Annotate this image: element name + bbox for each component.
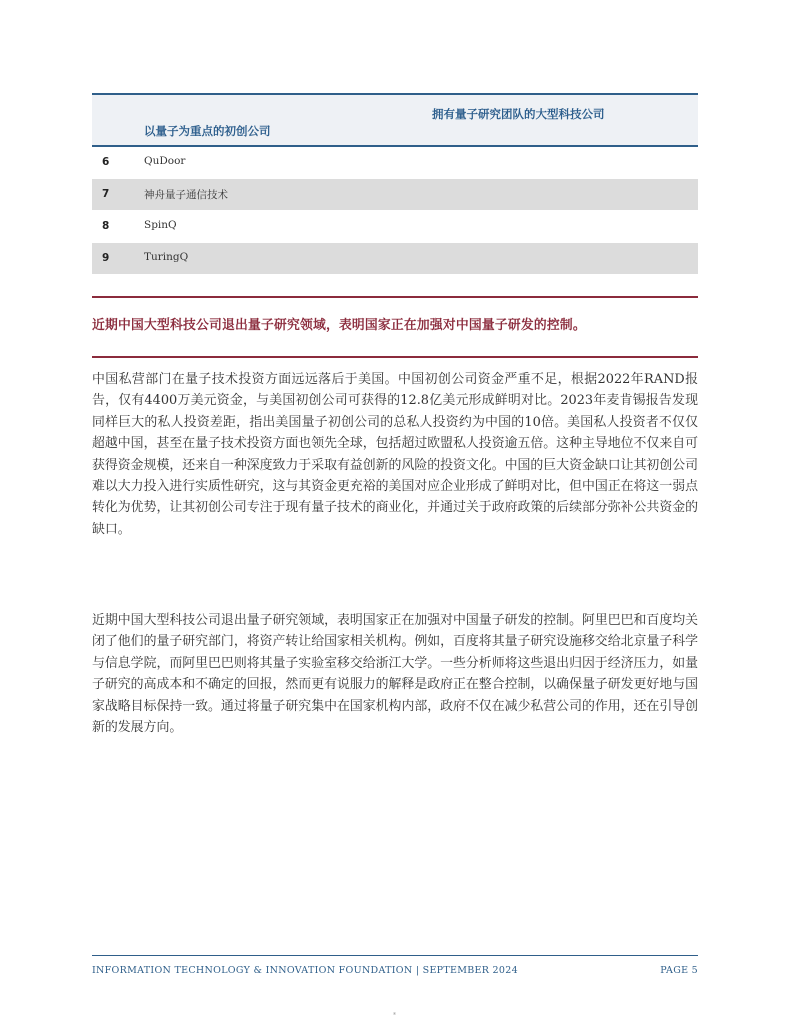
- startup-table: [92, 93, 698, 275]
- table-row: [92, 211, 698, 243]
- page-number: PAGE 5: [660, 965, 698, 976]
- pull-quote-text: 近期中国大型科技公司退出量子研究领域，表明国家正在加强对中国量子研发的控制。: [92, 318, 586, 333]
- row-number: 6: [102, 156, 110, 168]
- page-mark: *: [393, 1012, 396, 1019]
- row-number: 9: [102, 252, 110, 264]
- body-paragraph-consolidation: 近期中国大型科技公司退出量子研究领域，表明国家正在加强对中国量子研发的控制。阿里巴巴和百度均关闭了他们的量子研究部门，将资产转让给国家相关机构。例如，百度将其量子研究设施移交给北京量子科学与信息学院，而阿里巴巴则将其量子实验室移交给浙江大学。一些分析师将这些退出归因于经济压力，如量子研究的高成本和不确定的回报，然而更有说服力的解释是政府正在整合控制，以确保量子研发更好地与国家战略目标保持一致。通过将量子研究集中在国家机构内部，政府不仅在减少私营公司的作用，还在引导创新的发展方向。: [92, 613, 698, 736]
- table-header: [92, 95, 698, 147]
- table-row: [92, 147, 698, 179]
- row-company: SpinQ: [144, 219, 177, 231]
- row-number: 8: [102, 220, 110, 232]
- row-number: 7: [102, 188, 110, 200]
- body-paragraph-investment: 中国私营部门在量子技术投资方面远远落后于美国。中国初创公司资金严重不足，根据2022年RAND报告，仅有4400万美元资金，与美国初创公司可获得的12.8亿美元形成鲜明对比。2023年麦肯锡报告发现同样巨大的私人投资差距，指出美国量子初创公司的总私人投资约为中国的10倍。美国私人投资者不仅仅超越中国，甚至在量子技术投资方面也领先全球，包括超过欧盟私人投资逾五倍。这种主导地位不仅来自可获得资金规模，还来自一种深度致力于采取有益创新的风险的投资文化。中国的巨大资金缺口让其初创公司难以大力投入进行实质性研究，这与其资金更充裕的美国对应企业形成了鲜明对比，但中国正在将这一弱点转化为优势，让其初创公司专注于现有量子技术的商业化，并通过关于政府政策的后续部分弥补公共资金的缺口。: [92, 372, 698, 537]
- table-row: [92, 179, 698, 211]
- header-bigtech: 拥有量子研究团队的大型科技公司: [432, 107, 605, 121]
- table-row: [92, 243, 698, 275]
- row-company: 神舟量子通信技术: [144, 189, 228, 201]
- pull-quote: [92, 296, 698, 358]
- header-startups: 以量子为重点的初创公司: [144, 124, 271, 138]
- footer-divider: [92, 955, 698, 956]
- footer-publisher: INFORMATION TECHNOLOGY & INNOVATION FOUNDATION | SEPTEMBER 2024: [92, 965, 518, 976]
- row-company: QuDoor: [144, 155, 186, 167]
- row-company: TuringQ: [144, 251, 189, 263]
